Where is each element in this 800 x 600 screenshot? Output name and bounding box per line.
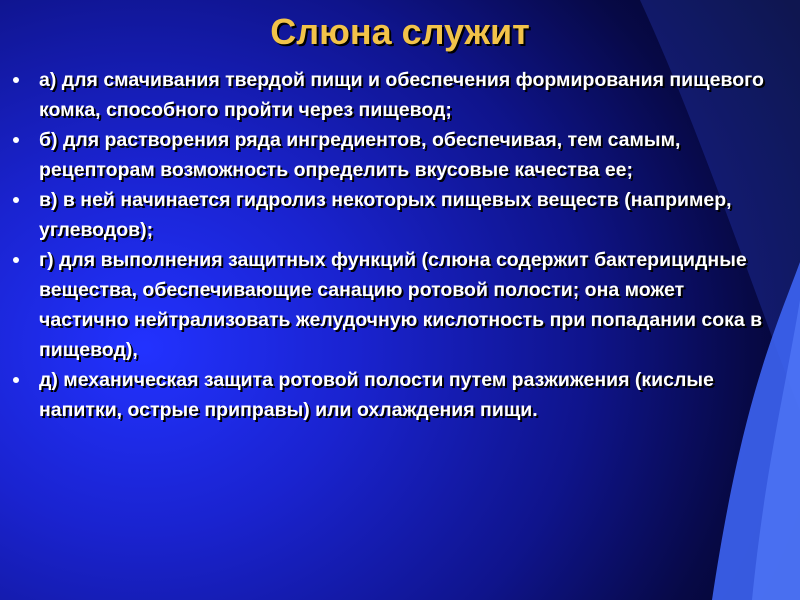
list-item-text: в) в ней начинается гидролиз некоторых пищевых веществ (например, углеводов);: [39, 189, 732, 241]
list-item: [0, 365, 800, 425]
list-item-text: б) для растворения ряда ингредиентов, обеспечивая, тем самым, рецепторам возможность определить вкусовые качества ее;: [39, 129, 681, 181]
bullet-list: [0, 65, 800, 425]
list-item: [0, 125, 800, 185]
list-item: [0, 245, 800, 365]
bullet-icon: [13, 77, 19, 83]
list-item-text: д) механическая защита ротовой полости путем разжижения (кислые напитки, острые приправы) или охлаждения пищи.: [39, 369, 714, 421]
list-item-text: г) для выполнения защитных функций (слюна содержит бактерицидные вещества, обеспечивающие санацию ротовой полости; она может частично нейтрализовать желудочную кислотность при попадании сока в пищевод),: [39, 249, 763, 361]
bullet-icon: [13, 377, 19, 383]
bullet-icon: [13, 137, 19, 143]
slide-title: Слюна служит: [270, 11, 530, 52]
list-item-text: а) для смачивания твердой пищи и обеспечения формирования пищевого комка, способного пройти через пищевод;: [39, 69, 764, 121]
list-item: [0, 185, 800, 245]
bullet-icon: [13, 257, 19, 263]
list-item: [0, 65, 800, 125]
bullet-icon: [13, 197, 19, 203]
